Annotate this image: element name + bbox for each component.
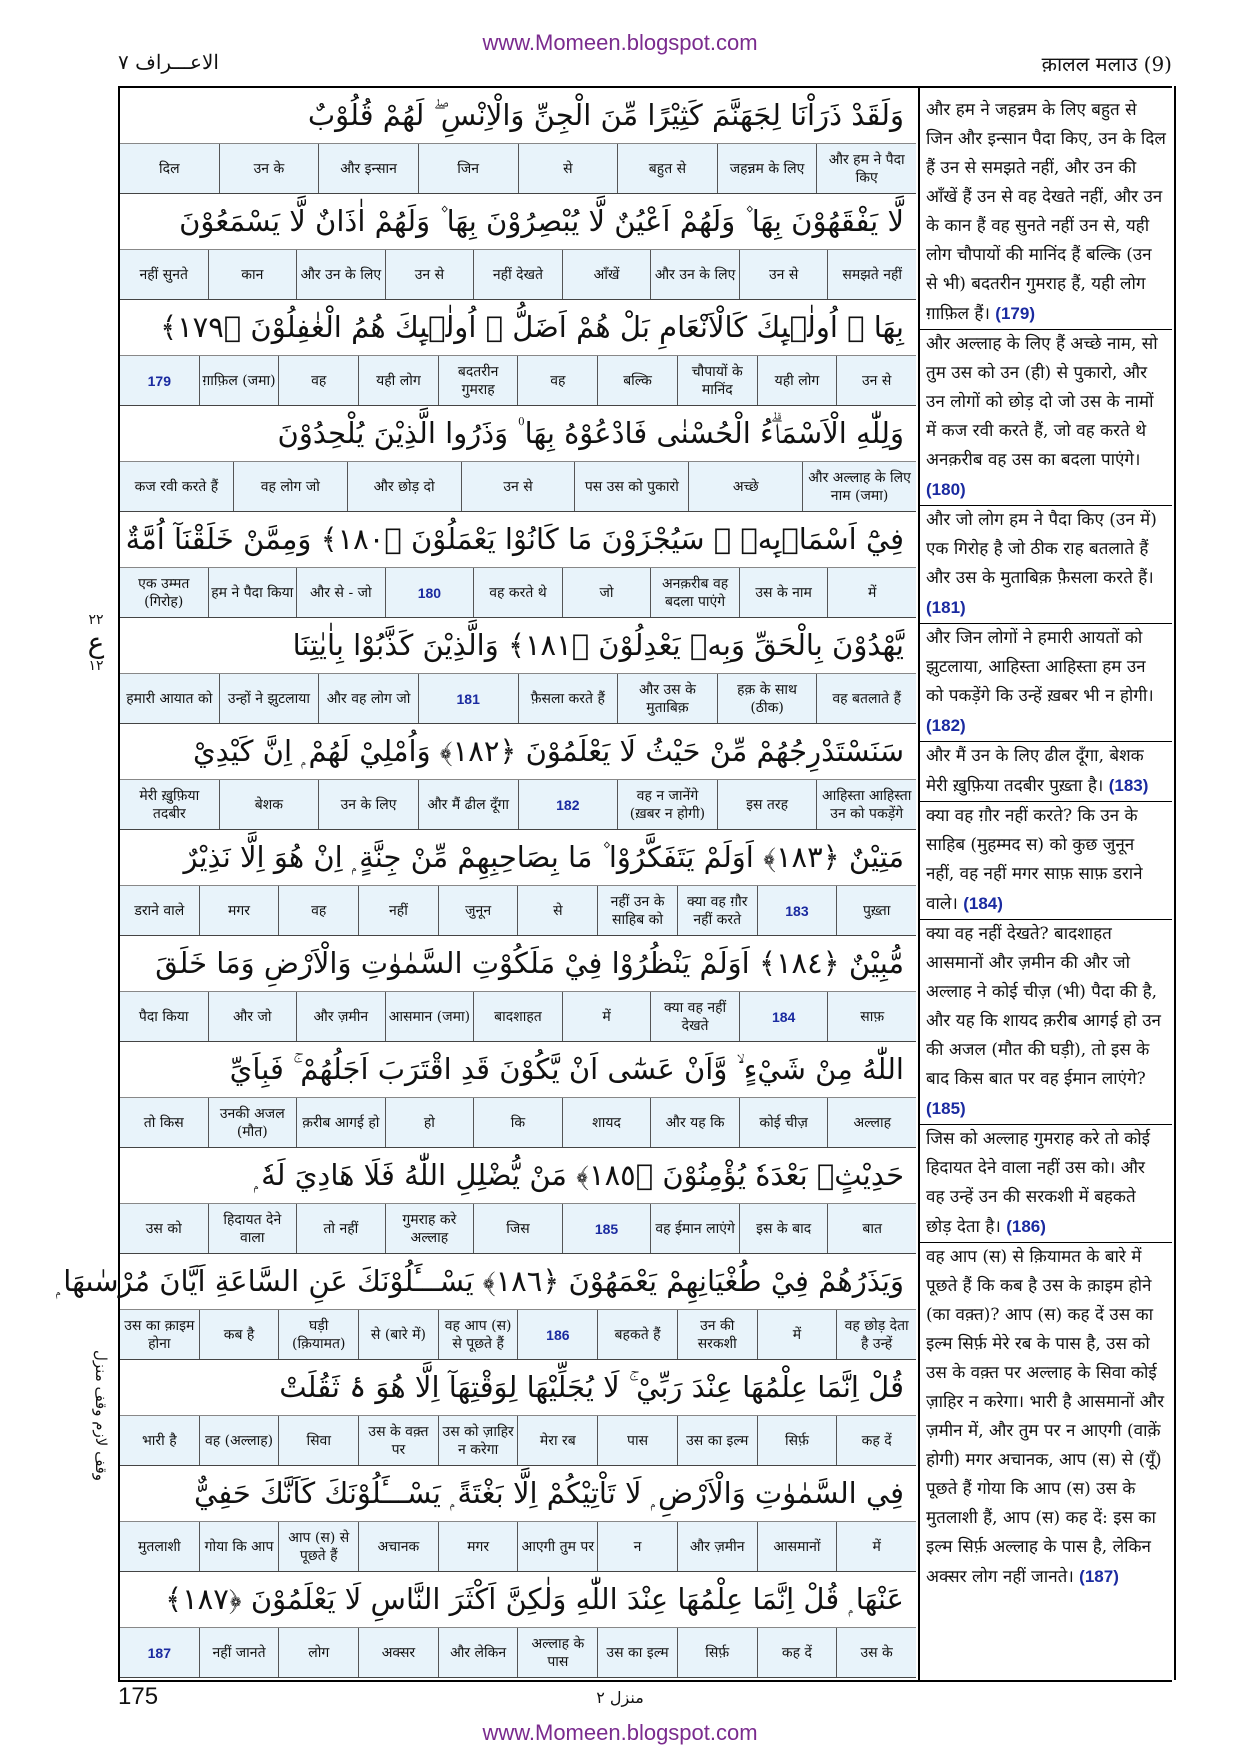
gloss-cell: उस को ज़ाहिर न करेगा [438,1416,518,1465]
gloss-cell: सिवा [278,1416,358,1465]
gloss-cell: बहुत से [617,144,717,193]
gloss-row [120,1522,916,1572]
gloss-cell: घड़ी (क़ियामत) [278,1310,358,1359]
verse-number-cell: 181 [418,674,518,723]
gloss-cell: अल्लाह के पास [517,1628,597,1677]
translation-paragraph [926,920,1166,1124]
para-title: क़ालल मलाउ (9) [1041,52,1172,76]
gloss-cell: इस के बाद [739,1204,828,1253]
gloss-cell: बादशाहत [473,992,562,1041]
gloss-cell: वह [278,886,358,935]
gloss-cell: कान [208,250,297,299]
gloss-cell: मेरी ख़ुफ़िया तदबीर [139,787,200,822]
translation-text: और मैं उन के लिए ढील दूँगा, बेशक मेरी ख़ुफ़िया तदबीर पुख़्ता है। [926,746,1144,796]
gloss-cell: मुतलाशी [138,1538,181,1555]
gloss-cell: ग़ाफ़िल (जमा) [199,356,279,405]
gloss-row [120,1204,916,1254]
surah-title: الاعـــراف ٧ [118,50,219,74]
gloss-cell: साफ़ [827,992,916,1041]
gloss-cell: एक उम्मत (गिरोह) [138,575,190,610]
gloss-cell: मगर [199,886,279,935]
gloss-row [120,1628,916,1678]
gloss-row [120,780,916,830]
gloss-cell: गोया कि आप [199,1522,279,1571]
gloss-cell: पास [597,1416,677,1465]
gloss-cell: जिस [473,1204,562,1253]
translation-verse-number: (184) [963,894,1003,913]
gloss-cell: तो किस [143,1114,184,1131]
gloss-cell: अल्लाह [827,1098,916,1147]
translation-verse-number: (185) [926,1099,966,1118]
gloss-cell: और ज़मीन [296,992,385,1041]
gloss-cell: और उन के लिए [296,250,385,299]
bottom-rule [118,1680,1172,1682]
gloss-cell: जुनून [438,886,518,935]
gloss-cell: कि [473,1098,562,1147]
gloss-cell: उन से [461,462,575,511]
gloss-cell: आएगी तुम पर [517,1522,597,1571]
bottom-url: www.Momeen.blogspot.com [482,1720,758,1745]
gloss-cell: दिल [159,160,180,177]
translation-paragraph [926,624,1166,741]
gloss-cell: वह (अल्लाह) [199,1416,279,1465]
gloss-cell: और लेकिन [438,1628,518,1677]
gloss-cell: यही लोग [757,356,837,405]
gloss-cell: नहीं सुनते [139,266,188,283]
arabic-verse-line: فِي السَّمٰوٰتِ وَالْاَرْضِ ۭ لَا تَاْتِيْكُمْ اِلَّا بَغْتَةً ۭ يَسْـــَٔلُوْنَكَ كَاَنَّكَ حَفِيٌّ [120,1466,916,1522]
gloss-cell: कह दें [836,1416,916,1465]
gloss-cell: समझते नहीं [827,250,916,299]
arabic-verse-line: مُّبِيْنٌ ﴿١٨٤﴾ اَوَلَمْ يَنْظُرُوْا فِيْ مَلَكُوْتِ السَّمٰوٰتِ وَالْاَرْضِ وَمَا خَلَقَ [120,936,916,992]
translation-paragraph [926,96,1166,329]
gloss-cell: क्या वह ग़ौर नहीं करते [677,886,757,935]
gloss-cell: कज रवी करते हैं [134,478,219,495]
translation-text: जिस को अल्लाह गुमराह करे तो कोई हिदायत देने वाला नहीं उस को। और वह उन्हें उन की सरकशी में बहकते छोड़ देता है। [926,1129,1151,1237]
gloss-cell: वह करते थे [473,568,562,617]
gloss-cell: आसमान (जमा) [385,992,474,1041]
gloss-cell: भारी है [141,1432,177,1449]
gloss-cell: अच्छे [688,462,802,511]
translation-text: और जिन लोगों ने हमारी आयतों को झुटलाया, आहिस्ता आहिस्ता हम उन को पकड़ेंगे कि उन्हें ख़बर भी न होगी। [926,628,1154,706]
gloss-row [120,992,916,1042]
verse-number-cell: 185 [562,1204,651,1253]
gloss-cell: पुख़्ता [836,886,916,935]
translation-text: क्या वह ग़ौर नहीं करते? कि उन के साहिब (मुहम्मद स) को कुछ जुनून नहीं, वह नहीं मगर साफ़ साफ़ डराने वाले। [926,806,1143,914]
arabic-verse-line: قُلْ اِنَّمَا عِلْمُهَا عِنْدَ رَبِّيْ ۚ لَا يُجَلِّيْهَا لِوَقْتِهَآ اِلَّا هُوَ ۂ ثَقُلَتْ [120,1360,916,1416]
translation-paragraph [926,1243,1166,1592]
translation-text: और हम ने जहन्नम के लिए बहुत से जिन और इन्सान पैदा किए, उन के दिल हैं उन से समझते नहीं, और उन की आँखें हैं उन से वह देखते नहीं, और उन के कान हैं वह सुनते नहीं उन से, यही लोग चौपायों की मानिंद हैं बल्कि (उन से भी) बदतरीन गुमराह हैं, यही लोग ग़ाफ़िल हैं। [926,100,1166,324]
gloss-cell: सिर्फ़ [677,1628,757,1677]
gloss-row [120,568,916,618]
gloss-cell: उस को [145,1220,182,1237]
translation-paragraph [926,1125,1166,1242]
gloss-cell: मेरा रब [517,1416,597,1465]
arabic-verse-line: وَيَذَرُهُمْ فِيْ طُغْيَانِهِمْ يَعْمَهُوْنَ ﴿١٨٦﴾ يَسْـــَٔلُوْنَكَ عَنِ السَّاعَةِ اَيَّانَ مُرْسٰىهَا ۭ [120,1254,916,1310]
page-number: 175 [118,1683,159,1710]
gloss-cell: क्या वह नहीं देखते [650,992,739,1041]
gloss-cell: और से - जो [296,568,385,617]
gloss-row [120,1098,916,1148]
translation-verse-number: (182) [926,716,966,735]
arabic-verse-line: عَنْهَا ۭ قُلْ اِنَّمَا عِلْمُهَا عِنْدَ اللّٰهِ وَلٰكِنَّ اَكْثَرَ النَّاسِ لَا يَعْلَمُوْنَ ﴿١٨٧﴾ [120,1572,916,1628]
gloss-row [120,886,916,936]
gloss-cell: उस का इल्म [677,1416,757,1465]
gloss-cell: बात [827,1204,916,1253]
gloss-row [120,462,916,512]
translation-text: वह आप (स) से क़ियामत के बारे में पूछते हैं कि कब है उस के क़ाइम होने (का वक़्त)? आप (स) कह दें उस का इल्म सिर्फ़ मेरे रब के पास है, उस को उस के वक़्त पर अल्लाह के सिवा कोई ज़ाहिर न करेगा। भारी है आसमानों और ज़मीन में, और तुम पर न आएगी (वाक़ें होगी) मगर अचानक, आप (स) से (यूँ) पूछते हैं गोया कि आप (स) उस के मुतलाशी हैं, आप (स) कह दें: इस का इल्म सिर्फ़ अल्लाह के पास है, लेकिन अक्सर लोग नहीं जानते। [926,1247,1165,1587]
gloss-cell: हो [385,1098,474,1147]
gloss-cell: और उन के लिए [650,250,739,299]
gloss-cell: उस के नाम [739,568,828,617]
gloss-cell: डराने वाले [134,902,185,919]
gloss-cell: आहिस्ता आहिस्ता उन को पकड़ेंगे [816,780,916,829]
gloss-cell: उन से [385,250,474,299]
arabic-verse-line: بِهَا ۭ اُولٰۗىِٕكَ كَالْاَنْعَامِ بَلْ هُمْ اَضَلُّ ۭ اُولٰۗىِٕكَ هُمُ الْغٰفِلُوْنَ ﴿١٧٩﴾ [120,300,916,356]
gloss-cell: में [836,1522,916,1571]
gloss-cell: कह दें [757,1628,837,1677]
verse-number-cell: 184 [739,992,828,1041]
gloss-cell: मगर [438,1522,518,1571]
gloss-cell: वह न जानेंगे (ख़बर न होगी) [617,780,717,829]
gloss-cell: और छोड़ दो [347,462,461,511]
gloss-cell: चौपायों के मानिंद [677,356,757,405]
gloss-cell: जहन्नम के लिए [717,144,817,193]
gloss-cell: बेशक [219,780,319,829]
ruku-sign: ع [87,626,105,659]
gloss-cell: और यह कि [650,1098,739,1147]
gloss-cell: नहीं उन के साहिब को [597,886,677,935]
top-url: www.Momeen.blogspot.com [482,30,758,55]
gloss-cell: यही लोग [358,356,438,405]
gloss-cell: में [562,992,651,1041]
ruku-marker [78,612,114,674]
gloss-row [120,144,916,194]
gloss-cell: फ़ैसला करते हैं [518,674,618,723]
gloss-row [120,674,916,724]
gloss-cell: उन्हों ने झुटलाया [219,674,319,723]
translation-text: और अल्लाह के लिए हैं अच्छे नाम, सो तुम उस को उन (ही) से पुकारो, और उन लोगों को छोड़ दो जो उस के नामों में कज रवी करते हैं, जो वह करते थे अनक़रीब वह उस का बदला पाएंगे। [926,334,1158,470]
gloss-cell: अक्सर [358,1628,438,1677]
gloss-cell: हम ने पैदा किया [208,568,297,617]
translation-verse-number: (181) [926,598,966,617]
gloss-cell: उस के वक़्त पर [358,1416,438,1465]
gloss-cell: हक़ के साथ (ठीक) [717,674,817,723]
arabic-verse-line: يَّهْدُوْنَ بِالْحَقِّ وَبِهٖ يَعْدِلُوْنَ ﴿١٨١﴾ وَالَّذِيْنَ كَذَّبُوْا بِاٰيٰتِنَا [120,618,916,674]
gloss-cell: वह छोड़ देता है उन्हें [836,1310,916,1359]
gloss-cell: और ज़मीन [677,1522,757,1571]
gloss-cell: से [518,144,618,193]
gloss-cell: में [827,568,916,617]
gloss-cell: गुमराह करे अल्लाह [385,1204,474,1253]
arabic-verse-line: لَّا يَفْقَهُوْنَ بِهَا ۫ وَلَهُمْ اَعْيُنٌ لَّا يُبْصِرُوْنَ بِهَا ۫ وَلَهُمْ اٰذَانٌ لَّا يَسْمَعُوْنَ [120,194,916,250]
gloss-cell: वह ईमान लाएंगे [650,1204,739,1253]
gloss-cell: अचानक [358,1522,438,1571]
gloss-cell: उन के लिए [318,780,418,829]
column-separator [918,86,920,1680]
gloss-cell: नहीं देखते [473,250,562,299]
translation-text: और जो लोग हम ने पैदा किए (उन में) एक गिरोह है जो ठीक राह बतलाते हैं और उस के मुताबिक़ फ़ैसला करते हैं। [926,510,1157,588]
gloss-cell: बल्कि [597,356,677,405]
verse-number-cell: 180 [385,568,474,617]
gloss-cell: उनकी अजल (मौत) [208,1098,297,1147]
gloss-cell: वह लोग जो [233,462,347,511]
gloss-cell: वह आप (स) से पूछते हैं [438,1310,518,1359]
translation-verse-number: (183) [1108,776,1149,795]
gloss-cell: और हम ने पैदा किए [816,144,916,193]
ruku-bottom: ١٢ [88,658,104,674]
arabic-verse-line: سَنَسْتَدْرِجُهُمْ مِّنْ حَيْثُ لَا يَعْلَمُوْنَ ﴿١٨٢﴾ وَاُمْلِيْ لَهُمْ ۭ اِنَّ كَيْدِيْ [120,724,916,780]
gloss-row [120,1310,916,1360]
arabic-verse-line: مَتِيْنٌ ﴿١٨٣﴾ اَوَلَمْ يَتَفَكَّرُوْا ۫ مَا بِصَاحِبِهِمْ مِّنْ جِنَّةٍ ۭ اِنْ هُوَ اِلَّا نَذِيْرٌ [120,830,916,886]
gloss-cell: हिदायत देने वाला [208,1204,297,1253]
gloss-cell: वह [517,356,597,405]
translation-column [926,96,1166,1592]
gloss-cell: उन से [739,250,828,299]
gloss-cell: सिर्फ़ [757,1416,837,1465]
verse-number-cell: 179 [147,372,171,389]
arabic-verse-line: وَلِلّٰهِ الْاَسْمَاۗءُ الْحُسْنٰى فَادْعُوْهُ بِهَا ۠ وَذَرُوا الَّذِيْنَ يُلْحِدُوْنَ [120,406,916,462]
gloss-cell: कोई चीज़ [739,1098,828,1147]
gloss-cell: कब है [199,1310,279,1359]
verse-number-cell: 186 [517,1310,597,1359]
gloss-cell: आँखें [562,250,651,299]
gloss-cell: आसमानों [757,1522,837,1571]
translation-paragraph [926,802,1166,919]
gloss-cell: से [517,886,597,935]
gloss-cell: अनक़रीब वह बदला पाएंगे [650,568,739,617]
translation-verse-number: (180) [926,480,966,499]
translation-paragraph [926,742,1166,801]
gloss-row [120,250,916,300]
gloss-cell: और उस के मुताबिक़ [617,674,717,723]
gloss-cell: क़रीब आगई हो [296,1098,385,1147]
arabic-verse-line: حَدِيْثٍۢ بَعْدَهٗ يُؤْمِنُوْنَ ﴿١٨٥﴾ مَنْ يُّضْلِلِ اللّٰهُ فَلَا هَادِيَ لَهٗ ۭ [120,1148,916,1204]
arabic-verse-line: فِيْٓ اَسْمَاۗىِٕهٖ ۭ سَيُجْزَوْنَ مَا كَانُوْا يَعْمَلُوْنَ ﴿١٨٠﴾ وَمِمَّنْ خَلَقْنَآ اُمَّةٌ [120,512,916,568]
arabic-verse-line: وَلَقَدْ ذَرَاْنَا لِجَهَنَّمَ كَثِيْرًا مِّنَ الْجِنِّ وَالْاِنْسِ ۖ لَهُمْ قُلُوْبٌ [120,88,916,144]
gloss-row [120,1416,916,1466]
gloss-cell: उस का क़ाइम होना [124,1317,195,1352]
gloss-cell: उस का इल्म [597,1628,677,1677]
gloss-cell: जिन [418,144,518,193]
gloss-cell: और अल्लाह के लिए नाम (जमा) [802,462,916,511]
gloss-cell: और वह लोग जो [318,674,418,723]
gloss-cell: वह बतलाते हैं [816,674,916,723]
gloss-cell: लोग [278,1628,358,1677]
gloss-cell: बहकते हैं [597,1310,677,1359]
gloss-cell: और जो [208,992,297,1041]
gloss-cell: उस के [836,1628,916,1677]
gloss-cell: पस उस को पुकारो [574,462,688,511]
gloss-cell: हमारी आयात को [126,690,213,707]
translation-paragraph [926,330,1166,505]
arabic-verse-line: اللّٰهُ مِنْ شَيْءٍ ۙ وَّاَنْ عَسٰٓى اَنْ يَّكُوْنَ قَدِ اقْتَرَبَ اَجَلُهُمْ ۚ فَبِاَيِّ [120,1042,916,1098]
translation-verse-number: (186) [1006,1217,1046,1236]
translation-paragraph [926,506,1166,623]
verse-number-cell: 187 [147,1644,171,1661]
gloss-cell: तो नहीं [296,1204,385,1253]
gloss-cell: उन की सरकशी [677,1310,757,1359]
manzil-label: منزل ٢ [596,1688,644,1707]
waqf-marker: وقف لازم وقف منزل [92,1350,110,1482]
gloss-cell: पैदा किया [138,1008,189,1025]
gloss-cell: आप (स) से पूछते हैं [278,1522,358,1571]
gloss-cell: और इन्सान [318,144,418,193]
gloss-cell: में [757,1310,837,1359]
translation-verse-number: (179) [995,304,1035,323]
gloss-cell: इस तरह [717,780,817,829]
verse-number-cell: 183 [757,886,837,935]
gloss-cell: से (बारे में) [358,1310,438,1359]
gloss-cell: वह [278,356,358,405]
gloss-cell: नहीं [358,886,438,935]
gloss-cell: न [597,1522,677,1571]
gloss-cell: बदतरीन गुमराह [438,356,518,405]
gloss-cell: शायद [562,1098,651,1147]
gloss-cell: नहीं जानते [199,1628,279,1677]
ruku-top: ٢٢ [88,612,104,628]
verse-number-cell: 182 [518,780,618,829]
translation-text: क्या वह नहीं देखते? बादशाहत आसमानों और ज़मीन की और जो अल्लाह ने कोई चीज़ (भी) पैदा की है, और यह कि शायद क़रीब आगई हो उन की अजल (मौत की घड़ी), तो इस के बाद किस बात पर वह ईमान लाएंगे? [926,924,1161,1089]
gloss-row [120,356,916,406]
translation-verse-number: (187) [1079,1567,1119,1586]
gloss-cell: उन के [219,144,319,193]
gloss-cell: और मैं ढील दूँगा [418,780,518,829]
gloss-cell: उन से [836,356,916,405]
gloss-cell: जो [562,568,651,617]
